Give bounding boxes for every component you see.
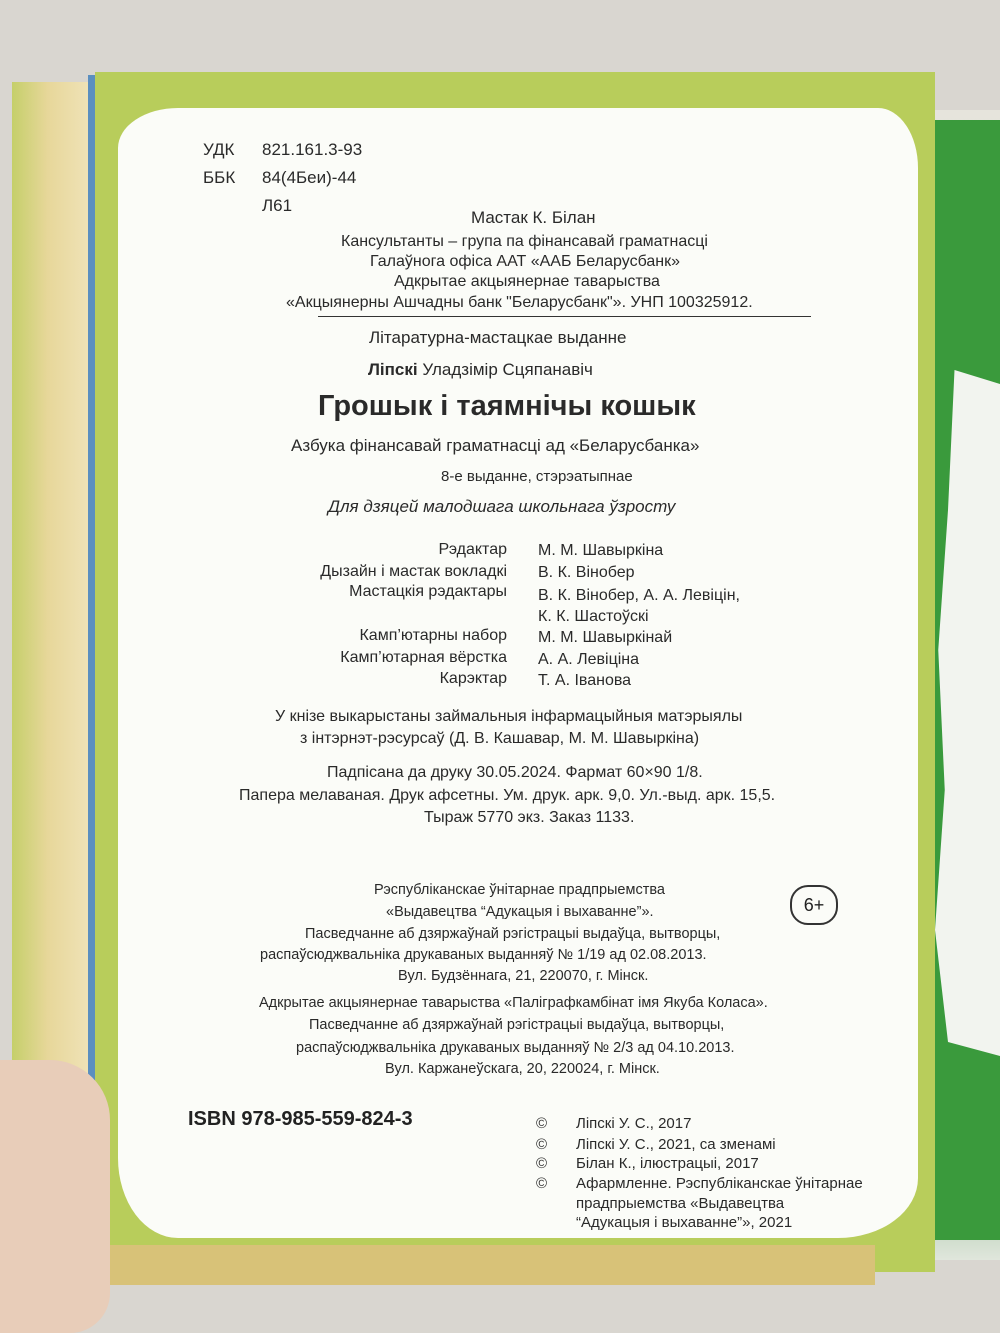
edition-type: Літаратурна-мастацкае выданне: [369, 328, 627, 347]
author-given: Уладзімір Сцяпанавіч: [422, 360, 593, 379]
author-code: Л61: [262, 196, 293, 215]
layout-role: Камп’ютарная вёрстка: [340, 649, 507, 666]
typesetting-name: М. М. Шавыркінай: [538, 629, 673, 646]
author: [368, 360, 593, 380]
proofreader-role: Карэктар: [439, 670, 507, 687]
copyright-symbol-4: ©: [536, 1175, 548, 1192]
audience: Для дзяцей малодшага школьнага ўзросту: [328, 497, 676, 516]
consultants-line-4: «Акцыянерны Ашчадны банк "Беларусбанк"». УНП 100325912.: [286, 294, 753, 311]
print-info-line-2: Папера мелаваная. Друк афсетны. Ум. друк. арк. 9,0. Ул.-выд. арк. 15,5.: [239, 787, 776, 804]
publisher-line-1: Рэспубліканскае ўнітарнае прадпрыемства: [374, 882, 665, 898]
printer-line-4: Вул. Каржанеўскага, 20, 220024, г. Мінск.: [385, 1061, 660, 1077]
copyright-symbol-1: ©: [536, 1115, 548, 1132]
copyright-line-5: прадпрыемства «Выдавецтва: [576, 1195, 785, 1212]
copyright-line-6: “Адукацыя і выхаванне”», 2021: [576, 1214, 793, 1231]
editor-role: Рэдактар: [438, 541, 507, 558]
copyright-line-3: Білан К., ілюстрацыі, 2017: [576, 1155, 759, 1172]
copyright-line-4: Афармленне. Рэспубліканскае ўнітарнае: [576, 1175, 863, 1192]
publisher-line-4: распаўсюджвальніка друкаваных выданняў № 1/19 ад 02.08.2013.: [260, 947, 707, 963]
publisher-line-3: Пасведчанне аб дзяржаўнай рэгістрацыі выдаўца, вытворцы,: [305, 926, 721, 942]
sources-line-1: У кнізе выкарыстаны займальныя інфармацыйныя матэрыялы: [275, 708, 743, 725]
udk-value: 821.161.3-93: [262, 140, 363, 159]
cover-designer-role: Дызайн і мастак вокладкі: [320, 563, 507, 580]
edition-number: 8-е выданне, стэрэатыпнае: [441, 468, 633, 485]
proofreader-name: Т. А. Іванова: [538, 672, 632, 689]
divider: [318, 316, 811, 317]
printer-line-1: Адкрытае акцыянернае таварыства «Паліграфкамбінат імя Якуба Коласа».: [259, 995, 768, 1011]
printer-line-3: распаўсюджвальніка друкаваных выданняў № 2/3 ад 04.10.2013.: [296, 1040, 735, 1056]
copyright-line-1: Ліпскі У. С., 2017: [576, 1115, 692, 1132]
typesetting-role: Камп’ютарны набор: [359, 627, 507, 644]
illustrator-credit: Мастак К. Білан: [471, 208, 596, 227]
author-surname: Ліпскі: [368, 360, 418, 379]
art-editors-role: Мастацкія рэдактары: [349, 583, 507, 600]
printer-line-2: Пасведчанне аб дзяржаўнай рэгістрацыі выдаўца, вытворцы,: [309, 1017, 725, 1033]
copyright-symbol-3: ©: [536, 1155, 548, 1172]
publisher-line-5: Вул. Будзённага, 21, 220070, г. Мінск.: [398, 968, 649, 984]
page-bottom-illustration: [95, 1245, 875, 1285]
copyright-line-2: Ліпскі У. С., 2021, са зменамі: [576, 1136, 776, 1153]
print-info-line-3: Тыраж 5770 экз. Заказ 1133.: [424, 809, 635, 826]
hand: [0, 1060, 110, 1333]
udk-label: УДК: [203, 140, 235, 159]
print-info-line-1: Падпісана да друку 30.05.2024. Фармат 60×90 1/8.: [327, 764, 703, 781]
sources-line-2: з інтэрнэт-рэсурсаў (Д. В. Кашавар, М. М. Шавыркіна): [300, 730, 700, 747]
bbk-label: ББК: [203, 168, 236, 187]
book-subtitle: Азбука фінансавай граматнасці ад «Беларусбанка»: [291, 436, 700, 455]
bbk-value: 84(4Беи)-44: [262, 168, 357, 187]
age-rating-badge: 6+: [790, 885, 838, 925]
publisher-line-2: «Выдавецтва “Адукацыя і выхаванне”».: [386, 904, 654, 920]
art-editors-name: В. К. Вінобер, А. А. Левіцін,: [538, 587, 740, 604]
isbn: ISBN 978-985-559-824-3: [188, 1108, 413, 1130]
consultants-line-1: Кансультанты – група па фінансавай граматнасці: [341, 233, 708, 250]
cover-designer-name: В. К. Вінобер: [538, 564, 635, 581]
copyright-symbol-2: ©: [536, 1136, 548, 1153]
art-editors-name-2: К. К. Шастоўскі: [538, 608, 649, 625]
layout-name: А. А. Левіціна: [538, 651, 640, 668]
editor-name: М. М. Шавыркіна: [538, 542, 664, 559]
consultants-line-3: Адкрытае акцыянернае таварыства: [394, 273, 660, 290]
book-title: Грошык і таямнічы кошык: [318, 390, 696, 422]
consultants-line-2: Галаўнога офіса ААТ «ААБ Беларусбанк»: [370, 253, 680, 270]
